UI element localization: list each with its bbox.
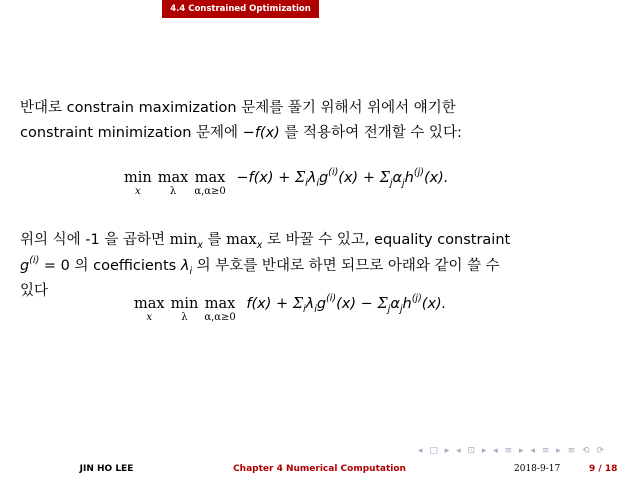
paragraph-1-line-2 bbox=[20, 121, 462, 142]
equation-2-expr: $f(x) + \Sigma_i\lambda_ig^{(i)}(x) - \Sigma_j\alpha_jh^{(j)}(x)$. bbox=[246, 293, 447, 315]
beamer-navigation-icons[interactable]: ◂ □ ▸ ◂ ⊡ ▸ ◂ ≡ ▸ ◂ ≡ ▸ ≡ ⟲ ⟳ bbox=[418, 446, 606, 456]
equation-2 bbox=[134, 293, 447, 324]
paragraph-2-line-1 bbox=[20, 228, 510, 249]
min-operator: min λ bbox=[170, 296, 199, 323]
footer-date: 2018-9-17 bbox=[514, 464, 561, 474]
max-operator: max λ bbox=[157, 170, 189, 197]
text-fragment: 를 bbox=[202, 232, 227, 248]
text-fragment: 위의 식에 -1 을 곱하면 bbox=[20, 232, 170, 248]
headline-left bbox=[0, 0, 162, 18]
footer-date-page bbox=[426, 459, 638, 479]
math-g-i: $g^{(i)}$ bbox=[20, 255, 40, 274]
paragraph-1-line-1: 반대로 constrain maximization 문제를 풀기 위해서 위에서 얘기한 bbox=[20, 100, 456, 116]
equation-1 bbox=[124, 167, 449, 198]
section-title: 4.4 Constrained Optimization bbox=[162, 0, 319, 18]
min-operator: min x bbox=[124, 170, 152, 197]
text-fragment: 를 적용하여 전개할 수 있다: bbox=[279, 125, 462, 141]
max-operator: max α,α≥0 bbox=[194, 170, 226, 197]
math-neg-f: −f(x) bbox=[242, 125, 280, 141]
math-sub: x bbox=[197, 240, 203, 251]
paragraph-2-line-2 bbox=[20, 254, 500, 275]
text-fragment: = 0 의 coefficients bbox=[39, 258, 181, 274]
text-fragment: 로 바꿀 수 있고, equality constraint bbox=[262, 232, 511, 248]
text-fragment: 의 부호를 반대로 하면 되므로 아래와 같이 쓸 수 bbox=[192, 258, 500, 274]
text-fragment: constraint minimization 문제에 bbox=[20, 125, 243, 141]
headline-right bbox=[319, 0, 638, 18]
paragraph-2-line-3: 있다 bbox=[20, 283, 49, 299]
beamer-footline bbox=[0, 459, 638, 479]
math-sub: x bbox=[256, 240, 263, 251]
max-operator: max x bbox=[134, 296, 165, 323]
max-operator: max α,α≥0 bbox=[204, 296, 236, 323]
beamer-headline bbox=[0, 0, 638, 18]
math-min: min bbox=[169, 232, 198, 248]
math-max: max bbox=[226, 232, 257, 248]
footer-chapter: Chapter 4 Numerical Computation bbox=[213, 459, 426, 479]
footer-page-number: 9 / 18 bbox=[589, 464, 618, 474]
equation-1-expr: $-f(x) + \Sigma_i\lambda_ig^{(i)}(x) + \Sigma_j\alpha_jh^{(j)}(x)$. bbox=[236, 167, 449, 189]
footer-author: JIN HO LEE bbox=[0, 459, 213, 479]
math-lambda-i: $\lambda_i$ bbox=[180, 258, 193, 277]
